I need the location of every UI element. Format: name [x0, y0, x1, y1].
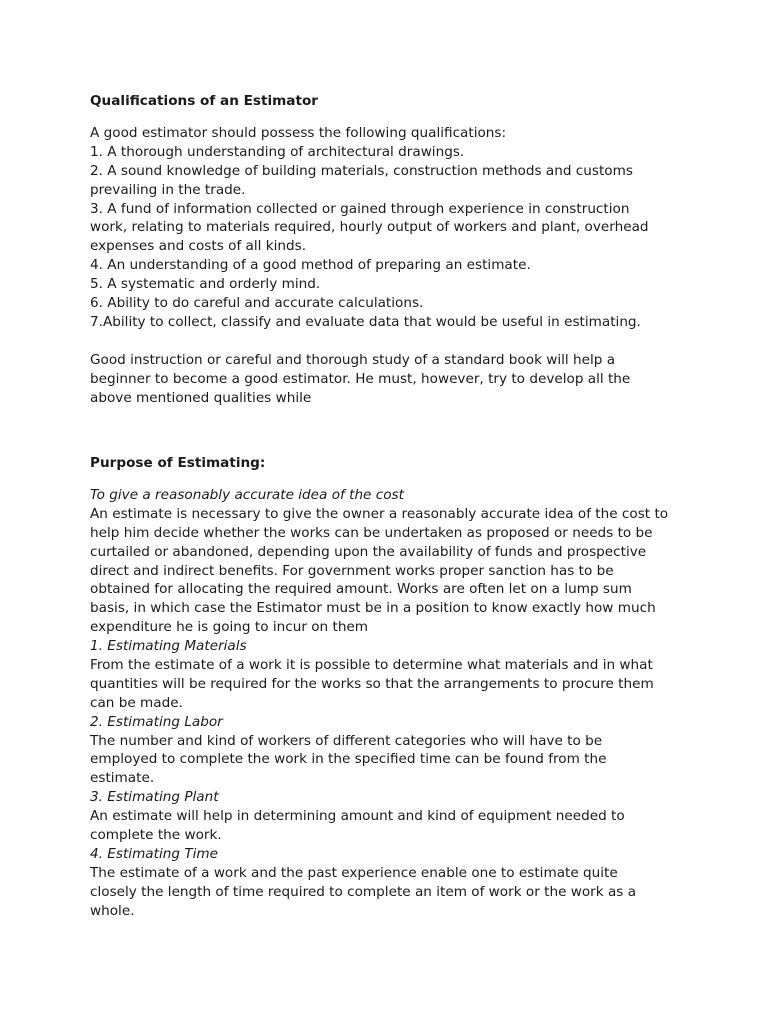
- closing-paragraph: [90, 351, 690, 408]
- paragraph-line: The estimate of a work and the past experience enable one to estimate quite: [90, 864, 618, 881]
- paragraph-line: expenditure he is going to incur on them: [90, 619, 369, 636]
- list-item: prevailing in the trade.: [90, 181, 246, 198]
- paragraph-line: An estimate is necessary to give the owner a reasonably accurate idea of the cost to: [90, 505, 669, 522]
- paragraph-line: help him decide whether the works can be undertaken as proposed or needs to be: [90, 524, 653, 541]
- qualifications-list: [90, 124, 690, 332]
- list-item: 6. Ability to do careful and accurate calculations.: [90, 295, 424, 312]
- list-item: 4. An understanding of a good method of preparing an estimate.: [90, 257, 531, 274]
- subheading: 1. Estimating Materials: [90, 638, 247, 655]
- paragraph-line: beginner to become a good estimator. He must, however, try to develop all the: [90, 370, 631, 387]
- paragraph-line: obtained for allocating the required amount. Works are often let on a lump sum: [90, 581, 632, 598]
- list-item: 5. A systematic and orderly mind.: [90, 276, 321, 293]
- paragraph-line: From the estimate of a work it is possible to determine what materials and in what: [90, 657, 653, 674]
- paragraph-line: curtailed or abandoned, depending upon the availability of funds and prospective: [90, 543, 647, 560]
- subheading: To give a reasonably accurate idea of the cost: [90, 487, 404, 503]
- section-qualifications: [90, 92, 690, 111]
- list-item: 7.Ability to collect, classify and evaluate data that would be useful in estimating.: [90, 313, 641, 330]
- section-title: Purpose of Estimating:: [90, 455, 266, 471]
- purpose-body: [90, 486, 690, 920]
- paragraph-line: above mentioned qualities while: [90, 389, 312, 406]
- section-purpose: [90, 454, 690, 473]
- paragraph-line: An estimate will help in determining amount and kind of equipment needed to: [90, 808, 625, 825]
- subheading: 3. Estimating Plant: [90, 789, 219, 806]
- paragraph-line: whole.: [90, 902, 135, 919]
- paragraph-line: Good instruction or careful and thorough study of a standard book will help a: [90, 352, 616, 368]
- paragraph-line: employed to complete the work in the specified time can be found from the: [90, 751, 607, 768]
- paragraph-line: complete the work.: [90, 827, 222, 844]
- subheading: 2. Estimating Labor: [90, 713, 223, 730]
- list-item: 1. A thorough understanding of architectural drawings.: [90, 143, 465, 160]
- paragraph-line: The number and kind of workers of different categories who will have to be: [90, 732, 603, 749]
- list-item: 3. A fund of information collected or gained through experience in construction: [90, 200, 630, 217]
- paragraph-line: estimate.: [90, 770, 155, 787]
- list-item: expenses and costs of all kinds.: [90, 238, 307, 255]
- list-item: work, relating to materials required, hourly output of workers and plant, overhead: [90, 219, 649, 236]
- subheading: 4. Estimating Time: [90, 845, 218, 862]
- paragraph-line: closely the length of time required to complete an item of work or the work as a: [90, 883, 637, 900]
- section-title: Qualifications of an Estimator: [90, 93, 319, 109]
- paragraph-line: direct and indirect benefits. For government works proper sanction has to be: [90, 562, 614, 579]
- paragraph-line: can be made.: [90, 694, 183, 711]
- paragraph-line: A good estimator should possess the following qualifications:: [90, 125, 507, 141]
- paragraph-line: basis, in which case the Estimator must be in a position to know exactly how much: [90, 600, 656, 617]
- paragraph-line: quantities will be required for the works so that the arrangements to procure them: [90, 675, 654, 692]
- list-item: 2. A sound knowledge of building materials, construction methods and customs: [90, 162, 633, 179]
